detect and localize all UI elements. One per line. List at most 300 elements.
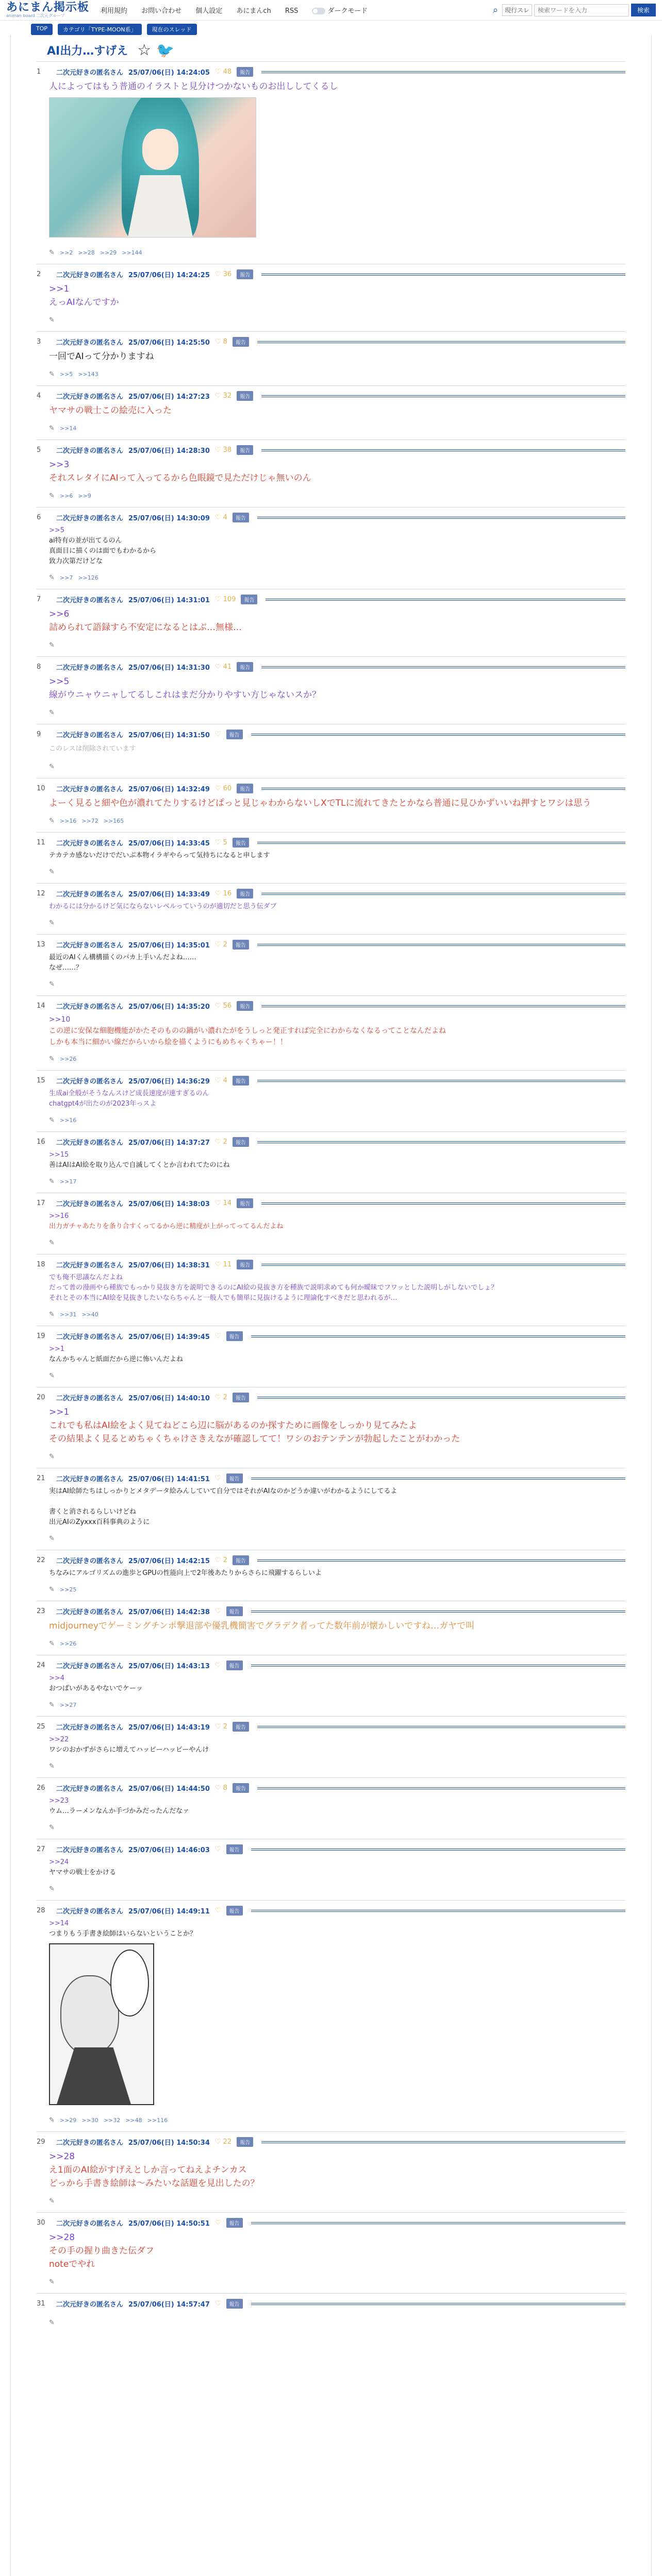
pen-icon[interactable]: ✎ (49, 1762, 55, 1770)
post-body (37, 1086, 625, 1109)
pen-icon[interactable]: ✎ (49, 1372, 55, 1380)
post-number[interactable]: 28 (37, 1907, 45, 1914)
header-divider (261, 666, 625, 668)
reply-anchor[interactable]: >>28 (49, 2151, 75, 2162)
pen-icon[interactable]: ✎ (49, 868, 55, 876)
reference-link[interactable]: >>17 (59, 1178, 77, 1185)
like-counter[interactable]: ♡ 32 (214, 392, 232, 400)
post-header (37, 1260, 625, 1269)
reply-anchor[interactable]: >>3 (49, 460, 70, 470)
like-counter[interactable]: ♡ 16 (214, 890, 232, 897)
like-counter[interactable]: ♡ 48 (214, 68, 232, 76)
pen-icon[interactable]: ✎ (49, 1586, 55, 1594)
report-button[interactable]: 報告 (233, 337, 249, 347)
pen-icon[interactable]: ✎ (49, 2319, 55, 2327)
search-scope-select[interactable]: 現行スレ (502, 4, 532, 16)
pen-icon[interactable]: ✎ (49, 709, 55, 717)
nav-settings[interactable]: 個人設定 (195, 7, 223, 15)
report-button[interactable]: 報告 (226, 730, 243, 739)
pen-icon[interactable]: ✎ (49, 1701, 55, 1709)
like-counter[interactable]: ♡ 8 (214, 1784, 227, 1792)
post-references (37, 1365, 625, 1380)
post-number[interactable]: 5 (37, 446, 41, 454)
like-counter[interactable]: ♡ (214, 1845, 221, 1853)
like-counter[interactable]: ♡ (214, 2219, 221, 2227)
poster-name: 二次元好きの匿名さん (56, 339, 124, 347)
report-button[interactable]: 報告 (237, 1260, 253, 1269)
post-header (37, 1473, 625, 1483)
post-body (37, 1916, 625, 1939)
pen-icon[interactable]: ✎ (49, 316, 55, 324)
post-header (37, 445, 625, 455)
post-header (37, 889, 625, 899)
pen-icon[interactable]: ✎ (49, 1885, 55, 1893)
dark-mode-toggle[interactable] (312, 7, 367, 15)
post-header (37, 1555, 625, 1565)
post-references (37, 1528, 625, 1543)
post-number[interactable]: 8 (37, 663, 41, 671)
reference-link[interactable]: >>48 (125, 2117, 142, 2124)
post (37, 1839, 625, 1900)
post-number[interactable]: 12 (37, 890, 45, 897)
report-button[interactable]: 報告 (233, 1076, 249, 1086)
post-number[interactable]: 11 (37, 839, 45, 846)
like-counter[interactable]: ♡ 60 (214, 785, 232, 792)
report-button[interactable]: 報告 (237, 391, 253, 401)
post-number[interactable]: 21 (37, 1475, 45, 1482)
report-button[interactable]: 報告 (226, 1473, 243, 1483)
post (37, 1777, 625, 1839)
reference-link[interactable]: >>30 (81, 2117, 98, 2124)
post-line: 実はAI絵師たちはしっかりとメタデータ絵みんしていて自分ではそれがAIなのかどうか違いがわかるようにしてるよ (49, 1487, 398, 1495)
image-suit (55, 2047, 133, 2105)
pen-icon[interactable]: ✎ (49, 817, 55, 825)
report-button[interactable]: 報告 (233, 1783, 249, 1793)
post (37, 1468, 625, 1550)
report-button[interactable]: 報告 (237, 2137, 253, 2147)
like-counter[interactable]: ♡ 4 (214, 1077, 227, 1084)
post-date: 25/07/06(日) 14:39:45 (128, 1333, 210, 1341)
report-button[interactable]: 報告 (226, 1844, 243, 1854)
post-date: 25/07/06(日) 14:27:23 (128, 393, 210, 401)
poster-name: 二次元好きの匿名さん (56, 1476, 124, 1483)
report-button[interactable]: 報告 (233, 513, 249, 522)
reference-link[interactable]: >>31 (59, 1311, 77, 1318)
reference-link[interactable]: >>165 (103, 818, 124, 824)
like-counter[interactable]: ♡ 11 (214, 1261, 232, 1268)
like-counter[interactable]: ♡ (214, 2300, 221, 2308)
report-button[interactable]: 報告 (233, 1137, 249, 1147)
report-button[interactable]: 報告 (237, 67, 253, 77)
post-body (37, 1616, 625, 1633)
pen-icon[interactable]: ✎ (49, 574, 55, 582)
post-number[interactable]: 18 (37, 1261, 45, 1268)
post-body (37, 1208, 625, 1232)
post-number[interactable]: 25 (37, 1723, 45, 1731)
post-line: しかも本当に細かい線だからいから絵を描くようにもめちゃくちゃー！！ (49, 1038, 287, 1046)
reference-link[interactable]: >>2 (59, 249, 73, 256)
reply-anchor[interactable]: >>23 (49, 1797, 69, 1805)
post (37, 1550, 625, 1601)
post-number[interactable]: 17 (37, 1199, 45, 1207)
pen-icon[interactable]: ✎ (49, 370, 55, 378)
reply-anchor[interactable]: >>15 (49, 1151, 69, 1159)
reply-anchor[interactable]: >>1 (49, 1407, 70, 1417)
thread-header (37, 35, 625, 61)
reply-anchor[interactable]: >>4 (49, 1674, 65, 1682)
toggle-switch[interactable] (312, 8, 325, 14)
post-line: 生成ai全般がそうなんスけど成長速度が速すぎるのん (49, 1090, 209, 1097)
post (37, 1326, 625, 1387)
pen-icon[interactable]: ✎ (49, 980, 55, 988)
post-line: ヤマサの戦士をかける (49, 1869, 117, 1876)
post-header (37, 662, 625, 672)
post-number[interactable]: 20 (37, 1394, 45, 1401)
pen-icon[interactable]: ✎ (49, 1311, 55, 1318)
post-line: なんかちゃんと紙面だから逆に怖いんだよね (49, 1355, 184, 1363)
report-button[interactable]: 報告 (233, 838, 249, 848)
pen-icon[interactable]: ✎ (49, 1535, 55, 1543)
post-references (37, 1109, 625, 1124)
post-line: だって普の漫画やら種族でもっかり見抜き方を説明できるのにAI絵の見抜き方を種族で説明求めても何か曖昧でフワッとした説明しがしないでしょ？ (49, 1284, 498, 1292)
image-face (142, 129, 178, 170)
report-button[interactable]: 報告 (237, 269, 253, 279)
post (37, 589, 625, 656)
reference-link[interactable]: >>16 (59, 1117, 77, 1124)
post-number[interactable]: 15 (37, 1077, 45, 1084)
reference-link[interactable]: >>72 (81, 818, 98, 824)
post-number[interactable]: 14 (37, 1002, 45, 1010)
report-button[interactable]: 報告 (237, 784, 253, 793)
twitter-bird-icon[interactable]: 🐦 (156, 41, 174, 59)
poster-name: 二次元好きの匿名さん (56, 1003, 124, 1011)
poster-name: 二次元好きの匿名さん (56, 1908, 124, 1916)
reference-link[interactable]: >>16 (59, 818, 77, 824)
reply-anchor[interactable]: >>5 (49, 527, 65, 534)
report-button[interactable]: 報告 (237, 662, 253, 672)
post-references (37, 1232, 625, 1247)
header-divider (257, 1726, 625, 1728)
like-counter[interactable]: ♡ (214, 1662, 221, 1669)
post-number[interactable]: 19 (37, 1332, 45, 1340)
post-number[interactable]: 4 (37, 392, 41, 400)
header-divider (266, 599, 625, 601)
poster-name: 二次元好きの匿名さん (56, 2301, 124, 2309)
report-button[interactable]: 報告 (233, 940, 249, 950)
header-divider (257, 517, 625, 519)
header-divider (251, 1849, 625, 1851)
poster-name: 二次元好きの匿名さん (56, 1078, 124, 1086)
post-number[interactable]: 23 (37, 1607, 45, 1615)
post-number[interactable]: 30 (37, 2219, 45, 2227)
like-counter[interactable]: ♡ (214, 1907, 221, 1914)
magnifier-icon: ⌕ (492, 5, 498, 15)
like-counter[interactable]: ♡ 109 (214, 596, 236, 603)
post-number[interactable]: 29 (37, 2138, 45, 2146)
post-number[interactable]: 6 (37, 514, 41, 521)
post (37, 1716, 625, 1777)
post-body (37, 604, 625, 634)
post-references (37, 2190, 625, 2205)
header-divider (251, 734, 625, 736)
pen-icon[interactable]: ✎ (49, 2197, 55, 2205)
pen-icon[interactable]: ✎ (49, 2116, 55, 2124)
report-button[interactable]: 報告 (226, 1606, 243, 1616)
star-icon[interactable]: ☆ (137, 41, 152, 59)
like-counter[interactable]: ♡ (214, 1475, 221, 1482)
like-counter[interactable]: ♡ 2 (214, 941, 227, 948)
reference-link[interactable]: >>26 (59, 1056, 77, 1062)
post-header (37, 269, 625, 279)
reference-link[interactable]: >>29 (100, 249, 117, 256)
like-counter[interactable]: ♡ (214, 731, 221, 738)
post-date: 25/07/06(日) 14:32:49 (128, 786, 210, 793)
post-number[interactable]: 7 (37, 596, 41, 603)
post-date: 25/07/06(日) 14:35:20 (128, 1003, 210, 1011)
breadcrumb-top[interactable]: TOP (31, 24, 53, 35)
pen-icon[interactable]: ✎ (49, 763, 55, 771)
post-date: 25/07/06(日) 14:57:47 (128, 2301, 210, 2309)
nav-rss[interactable]: RSS (285, 7, 299, 15)
nav-terms[interactable]: 利用規約 (101, 7, 128, 15)
post-number[interactable]: 24 (37, 1662, 45, 1669)
breadcrumb (0, 21, 662, 35)
post-header (37, 1660, 625, 1670)
post-references (37, 1755, 625, 1770)
post-number[interactable]: 2 (37, 270, 41, 278)
post-header (37, 1137, 625, 1147)
post-date: 25/07/06(日) 14:41:51 (128, 1476, 210, 1483)
reference-link[interactable]: >>27 (59, 1702, 77, 1708)
post-line: つまりもう手書き絵師はいらないということか？ (49, 1930, 197, 1938)
post-date: 25/07/06(日) 14:37:27 (128, 1139, 210, 1147)
report-button[interactable]: 報告 (226, 2218, 243, 2228)
reply-anchor[interactable]: >>10 (49, 1015, 71, 1024)
poster-name: 二次元好きの匿名さん (56, 1139, 124, 1147)
post-body (37, 1670, 625, 1694)
reference-link[interactable]: >>9 (78, 493, 91, 499)
like-counter[interactable]: ♡ 14 (214, 1199, 232, 1207)
pen-icon[interactable]: ✎ (49, 1116, 55, 1124)
pen-icon[interactable]: ✎ (49, 1640, 55, 1648)
reply-anchor[interactable]: >>6 (49, 609, 70, 619)
post (37, 439, 625, 507)
like-counter[interactable]: ♡ 2 (214, 1556, 227, 1564)
pen-icon[interactable]: ✎ (49, 1824, 55, 1832)
post-number[interactable]: 26 (37, 1784, 45, 1792)
post-line: 一回でAIって分かりますね (49, 351, 154, 362)
post-header (37, 1393, 625, 1402)
reply-anchor[interactable]: >>1 (49, 1345, 65, 1353)
post-references (37, 417, 625, 432)
reply-anchor[interactable]: >>14 (49, 1920, 69, 1927)
post-image-container (49, 97, 613, 238)
like-counter[interactable]: ♡ 38 (214, 446, 232, 454)
report-button[interactable]: 報告 (226, 1906, 243, 1916)
post-line: わかるには分かるけど気にならないレベルっていうのが適切だと思う伝ダブ (49, 903, 277, 910)
like-counter[interactable]: ♡ 2 (214, 1394, 227, 1401)
header-divider (257, 842, 625, 844)
pen-icon[interactable]: ✎ (49, 1453, 55, 1461)
post-date: 25/07/06(日) 14:36:29 (128, 1078, 210, 1086)
post-number[interactable]: 16 (37, 1138, 45, 1146)
post-date: 25/07/06(日) 14:31:50 (128, 732, 210, 739)
post-body (37, 1854, 625, 1878)
reference-link[interactable]: >>116 (147, 2117, 168, 2124)
post-image[interactable] (49, 1943, 154, 2105)
reference-link[interactable]: >>28 (78, 249, 95, 256)
post-line: 致力次第だけどな (49, 557, 103, 565)
report-button[interactable]: 報告 (233, 1722, 249, 1732)
post-line: その結果よく見るとめちゃくちゃけさきえなが確認してて！ワシのおテンテンが勃起したことがわかった (49, 1434, 460, 1444)
header-divider (261, 788, 625, 790)
reference-link[interactable]: >>32 (103, 2117, 121, 2124)
post-body (37, 2147, 625, 2190)
pen-icon[interactable]: ✎ (49, 919, 55, 927)
reply-anchor[interactable]: >>22 (49, 1736, 69, 1743)
site-logo[interactable] (6, 2, 89, 19)
post-references (37, 309, 625, 324)
post-body (37, 77, 625, 93)
post-number[interactable]: 10 (37, 785, 45, 792)
like-counter[interactable]: ♡ 4 (214, 514, 227, 521)
dark-mode-label: ダークモード (327, 7, 368, 15)
pen-icon[interactable]: ✎ (49, 1055, 55, 1063)
pen-icon[interactable]: ✎ (49, 641, 55, 649)
report-button[interactable]: 報告 (241, 595, 257, 604)
post-line: ウム…ラーメンなんか手づかみだったんだなァ (49, 1807, 190, 1815)
post-body (37, 739, 625, 756)
reference-link[interactable]: >>7 (59, 574, 73, 581)
poster-name: 二次元好きの匿名さん (56, 1200, 124, 1208)
pen-icon[interactable]: ✎ (49, 2278, 55, 2286)
header-divider (257, 1560, 625, 1562)
report-button[interactable]: 報告 (226, 2299, 243, 2309)
post-date: 25/07/06(日) 14:28:30 (128, 447, 210, 455)
reference-link[interactable]: >>29 (59, 2117, 77, 2124)
post-body (37, 1793, 625, 1817)
post (37, 61, 625, 264)
logo-title[interactable]: あにまん掲示板 (6, 1, 90, 14)
post-number[interactable]: 31 (37, 2300, 45, 2308)
reply-anchor[interactable]: >>28 (49, 2232, 75, 2243)
like-counter[interactable]: ♡ 2 (214, 1138, 227, 1146)
reference-link[interactable]: >>5 (59, 371, 73, 378)
post-number[interactable]: 22 (37, 1556, 45, 1564)
like-counter[interactable]: ♡ 56 (214, 1002, 232, 1010)
reference-link[interactable]: >>40 (81, 1311, 98, 1318)
reference-link[interactable]: >>143 (78, 371, 98, 378)
reference-link[interactable]: >>126 (78, 574, 98, 581)
reference-link[interactable]: >>144 (122, 249, 142, 256)
like-counter[interactable]: ♡ 5 (214, 839, 227, 846)
like-counter[interactable]: ♡ 2 (214, 1723, 227, 1731)
report-button[interactable]: 報告 (237, 1198, 253, 1208)
post-number[interactable]: 1 (37, 68, 41, 76)
post-body (37, 1269, 625, 1303)
report-button[interactable]: 報告 (233, 1393, 249, 1402)
post-references (37, 1579, 625, 1594)
post-date: 25/07/06(日) 14:43:13 (128, 1663, 210, 1670)
post-line: 線がウニャウニャしてるしこれはまだ分かりやすい方じゃないスか？ (49, 690, 321, 700)
like-counter[interactable]: ♡ 22 (214, 2138, 232, 2146)
site-header (0, 0, 662, 21)
post-image[interactable] (49, 97, 256, 238)
header-divider (261, 395, 625, 397)
post-header (37, 1844, 625, 1854)
pen-icon[interactable]: ✎ (49, 425, 55, 432)
post-body (37, 793, 625, 810)
post-references (37, 756, 625, 771)
pen-icon[interactable]: ✎ (49, 1239, 55, 1247)
post-number[interactable]: 3 (37, 338, 41, 346)
post (37, 264, 625, 331)
post-line: おつぱいがあるやないでケーッ (49, 1685, 143, 1692)
breadcrumb-category[interactable]: カテゴリ「TYPE-MOON系」 (58, 24, 142, 35)
post-number[interactable]: 27 (37, 1845, 45, 1853)
post-date: 25/07/06(日) 14:31:01 (128, 597, 210, 604)
poster-name: 二次元好きの匿名さん (56, 1663, 124, 1670)
top-nav (101, 5, 379, 15)
reference-link[interactable]: >>26 (59, 1640, 77, 1647)
nav-animanch[interactable]: あにまんch (236, 7, 271, 15)
breadcrumb-current[interactable]: 現在のスレッド (147, 24, 197, 35)
header-divider (257, 1397, 625, 1399)
search-button[interactable]: 検索 (631, 4, 656, 16)
post-header (37, 595, 625, 604)
report-button[interactable]: 報告 (233, 1555, 249, 1565)
report-button[interactable]: 報告 (237, 445, 253, 455)
header-divider (257, 1787, 625, 1789)
header-divider (251, 1910, 625, 1912)
like-counter[interactable]: ♡ 8 (214, 338, 227, 346)
like-counter[interactable]: ♡ (214, 1332, 221, 1340)
reply-anchor[interactable]: >>5 (49, 676, 70, 687)
reply-anchor[interactable]: >>1 (49, 284, 70, 294)
reference-link[interactable]: >>25 (59, 1586, 77, 1593)
header-divider (251, 1665, 625, 1667)
post-number[interactable]: 13 (37, 941, 45, 948)
post-header (37, 1783, 625, 1793)
reply-anchor[interactable]: >>24 (49, 1858, 69, 1866)
reply-anchor[interactable]: >>16 (49, 1212, 69, 1220)
report-button[interactable]: 報告 (237, 889, 253, 899)
reference-link[interactable]: >>14 (59, 425, 77, 432)
reference-link[interactable]: >>6 (59, 493, 73, 499)
post-date: 25/07/06(日) 14:49:11 (128, 1908, 210, 1916)
post-line: この逆に安保な細胞機能がかたそのものの鍋がい濃れたがをうしっと発正すれば完全にわからなくなるってことなんだよね (49, 1027, 446, 1035)
report-button[interactable]: 報告 (237, 1001, 253, 1011)
report-button[interactable]: 報告 (226, 1331, 243, 1341)
pen-icon[interactable]: ✎ (49, 492, 55, 500)
pen-icon[interactable]: ✎ (49, 1178, 55, 1185)
like-counter[interactable]: ♡ 41 (214, 663, 232, 671)
like-counter[interactable]: ♡ (214, 1607, 221, 1615)
post-body (37, 848, 625, 861)
post-references (37, 1048, 625, 1063)
poster-name: 二次元好きの匿名さん (56, 515, 124, 522)
poster-name: 二次元好きの匿名さん (56, 1785, 124, 1793)
pen-icon[interactable]: ✎ (49, 249, 55, 257)
post-line: 出元AIのZyxxx百科事典のように (49, 1518, 150, 1526)
post-number[interactable]: 9 (37, 731, 41, 738)
like-counter[interactable]: ♡ 36 (214, 270, 232, 278)
post-body (37, 1011, 625, 1048)
search-input[interactable] (534, 4, 629, 16)
poster-name: 二次元好きの匿名さん (56, 2220, 124, 2228)
report-button[interactable]: 報告 (226, 1660, 243, 1670)
nav-contact[interactable]: お問い合わせ (141, 7, 182, 15)
